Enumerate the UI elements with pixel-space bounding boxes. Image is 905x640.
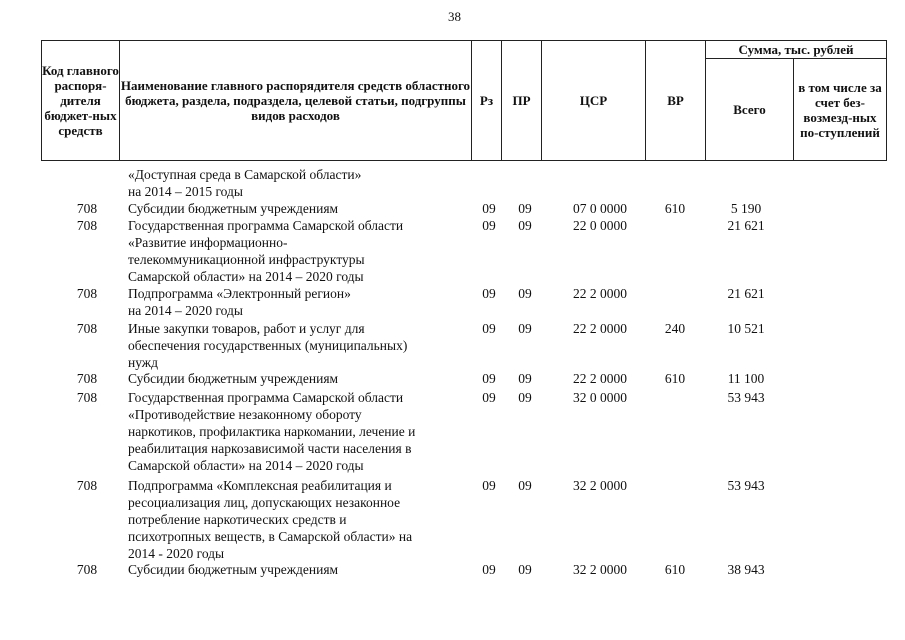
row-name-line: Государственная программа Самарской области — [128, 390, 404, 405]
row-total: 21 621 — [727, 218, 765, 233]
row-rz: 09 — [482, 478, 496, 493]
row-name-line: наркотиков, профилактика наркомании, лечение и — [128, 424, 416, 439]
row-name-line: Иные закупки товаров, работ и услуг для — [128, 321, 365, 336]
row-csr: 22 0 0000 — [573, 218, 627, 233]
row-name-line: 2014 - 2020 годы — [128, 546, 225, 561]
row-vr: 610 — [664, 201, 686, 216]
header-name: Наименование главного распорядителя средств областного бюджета, раздела, подраздела, целевой статьи, подгруппы видов расходов — [120, 41, 472, 161]
row-code: 708 — [76, 390, 98, 405]
row-name-line: «Противодействие незаконному обороту — [128, 407, 362, 422]
header-vr: ВР — [646, 41, 706, 161]
header-incl: в том числе за счет без-возмезд-ных по-ступлений — [794, 59, 887, 161]
row-csr: 32 2 0000 — [573, 478, 627, 493]
row-code: 708 — [76, 286, 98, 301]
row-pr: 09 — [518, 390, 532, 405]
row-pr: 09 — [518, 478, 532, 493]
row-code: 708 — [76, 562, 98, 577]
row-vr: 610 — [664, 562, 686, 577]
row-pr: 09 — [518, 562, 532, 577]
row-name-line: Субсидии бюджетным учреждениям — [128, 562, 339, 577]
row-name-line: Подпрограмма «Комплексная реабилитация и — [128, 478, 392, 493]
header-csr: ЦСР — [542, 41, 646, 161]
row-rz: 09 — [482, 286, 496, 301]
row-name-line: Самарской области» на 2014 – 2020 годы — [128, 269, 364, 284]
header-rz: Рз — [472, 41, 502, 161]
row-name-line: нужд — [128, 355, 158, 370]
row-pr: 09 — [518, 286, 532, 301]
row-name-line: «Развитие информационно- — [128, 235, 288, 250]
row-total: 53 943 — [727, 478, 765, 493]
row-pr: 09 — [518, 321, 532, 336]
row-pr: 09 — [518, 201, 532, 216]
row-total: 53 943 — [727, 390, 765, 405]
header-sum: Сумма, тыс. рублей — [706, 41, 887, 59]
row-csr: 07 0 0000 — [573, 201, 627, 216]
row-vr: 240 — [664, 321, 686, 336]
row-code: 708 — [76, 478, 98, 493]
row-code: 708 — [76, 371, 98, 386]
row-name-line: реабилитация наркозависимой части населения в — [128, 441, 412, 456]
row-name-line: Субсидии бюджетным учреждениям — [128, 201, 339, 216]
row-csr: 32 0 0000 — [573, 390, 627, 405]
header-total: Всего — [706, 59, 794, 161]
row-csr: 22 2 0000 — [573, 286, 627, 301]
header-pr: ПР — [502, 41, 542, 161]
row-rz: 09 — [482, 562, 496, 577]
row-name-line: на 2014 – 2015 годы — [128, 184, 243, 199]
row-name-line: Самарской области» на 2014 – 2020 годы — [128, 458, 364, 473]
row-total: 11 100 — [727, 371, 765, 386]
row-rz: 09 — [482, 218, 496, 233]
row-total: 38 943 — [727, 562, 765, 577]
row-code: 708 — [76, 201, 98, 216]
row-total: 10 521 — [727, 321, 765, 336]
row-name-line: «Доступная среда в Самарской области» — [128, 167, 362, 182]
row-name-line: Государственная программа Самарской области — [128, 218, 404, 233]
page-number: 38 — [448, 9, 461, 24]
row-rz: 09 — [482, 371, 496, 386]
row-name-line: на 2014 – 2020 годы — [128, 303, 243, 318]
row-code: 708 — [76, 321, 98, 336]
row-name-line: психотропных веществ, в Самарской области» на — [128, 529, 413, 544]
header-code: Код главного распоря-дителя бюджет-ных средств — [42, 41, 120, 161]
row-name-line: телекоммуникационной инфраструктуры — [128, 252, 365, 267]
row-total: 21 621 — [727, 286, 765, 301]
row-csr: 22 2 0000 — [573, 371, 627, 386]
row-csr: 22 2 0000 — [573, 321, 627, 336]
row-pr: 09 — [518, 218, 532, 233]
row-csr: 32 2 0000 — [573, 562, 627, 577]
row-name-line: Подпрограмма «Электронный регион» — [128, 286, 351, 301]
row-code: 708 — [76, 218, 98, 233]
row-name-line: Субсидии бюджетным учреждениям — [128, 371, 339, 386]
row-pr: 09 — [518, 371, 532, 386]
row-name-line: потребление наркотических средств и — [128, 512, 347, 527]
row-rz: 09 — [482, 390, 496, 405]
row-rz: 09 — [482, 321, 496, 336]
row-name-line: ресоциализация лиц, допускающих незаконное — [128, 495, 401, 510]
row-name-line: обеспечения государственных (муниципальных) — [128, 338, 408, 353]
row-total: 5 190 — [730, 201, 762, 216]
row-vr: 610 — [664, 371, 686, 386]
row-rz: 09 — [482, 201, 496, 216]
